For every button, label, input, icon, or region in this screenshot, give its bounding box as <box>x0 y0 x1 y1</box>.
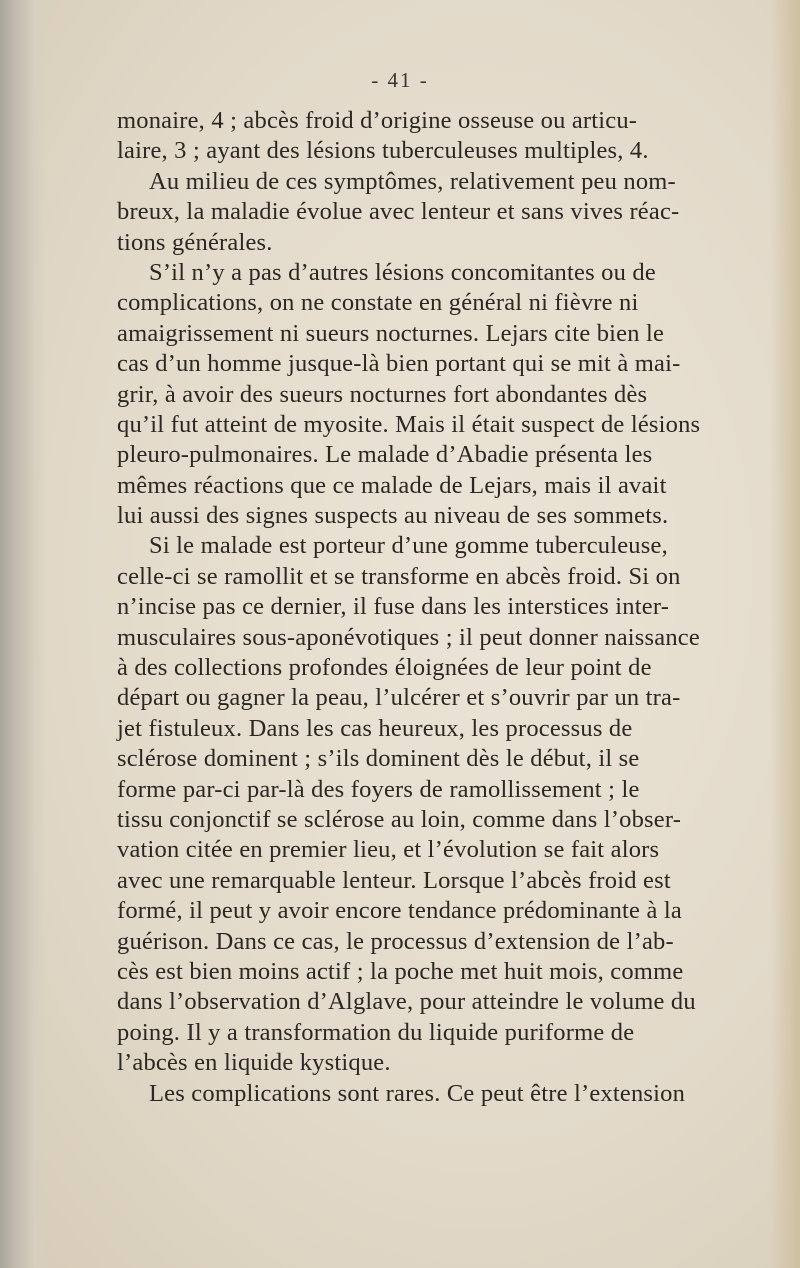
text-line: n’incise pas ce dernier, il fuse dans les interstices inter- <box>117 593 670 621</box>
text-line: mêmes réactions que ce malade de Lejars, mais il avait <box>117 471 667 499</box>
text-line: avec une remarquable lenteur. Lorsque l’abcès froid est <box>117 866 671 894</box>
text-line: monaire, 4 ; abcès froid d’origine osseuse ou articu- <box>117 107 638 134</box>
text-line: S’il n’y a pas d’autres lésions concomitantes ou de <box>149 258 656 286</box>
text-line: sclérose dominent ; s’ils dominent dès le début, il se <box>117 745 640 773</box>
text-line: cès est bien moins actif ; la poche met huit mois, comme <box>117 957 684 985</box>
text-line: poing. Il y a transformation du liquide puriforme de <box>117 1018 635 1046</box>
text-line: laire, 3 ; ayant des lésions tuberculeuses multiples, 4. <box>117 137 649 165</box>
text-line: guérison. Dans ce cas, le processus d’extension de l’ab- <box>117 927 674 955</box>
text-line: tions générales. <box>117 228 273 256</box>
text-line: vation citée en premier lieu, et l’évolution se fait alors <box>117 836 660 864</box>
text-line: l’abcès en liquide kystique. <box>117 1049 391 1077</box>
text-line: pleuro-pulmonaires. Le malade d’Abadie présenta les <box>117 441 653 469</box>
text-line: forme par-ci par-là des foyers de ramollissement ; le <box>117 775 640 803</box>
text-line: jet fistuleux. Dans les cas heureux, les processus de <box>117 714 633 742</box>
text-line: cas d’un homme jusque-là bien portant qui se mit à mai- <box>117 350 681 378</box>
text-line: tissu conjonctif se sclérose au loin, comme dans l’obser- <box>117 805 682 833</box>
text-line: dans l’observation d’Alglave, pour atteindre le volume du <box>117 988 696 1016</box>
text-line: formé, il peut y avoir encore tendance prédominante à la <box>117 897 682 925</box>
page-number: - 41 - <box>371 68 429 92</box>
text-line: complications, on ne constate en général ni fièvre ni <box>117 289 639 317</box>
text-line: Les complications sont rares. Ce peut être l’extension <box>149 1079 686 1107</box>
text-line: qu’il fut atteint de myosite. Mais il était suspect de lésions <box>117 410 701 438</box>
page-binding-shadow <box>0 0 46 1268</box>
text-line: amaigrissement ni sueurs nocturnes. Lejars cite bien le <box>117 319 665 347</box>
text-line: grir, à avoir des sueurs nocturnes fort abondantes dès <box>117 380 648 408</box>
text-line: breux, la maladie évolue avec lenteur et sans vives réac- <box>117 198 680 226</box>
text-line: Au milieu de ces symptômes, relativement peu nom- <box>149 167 676 195</box>
body-text <box>117 106 793 1109</box>
text-line: Si le malade est porteur d’une gomme tuberculeuse, <box>149 532 668 560</box>
text-line: à des collections profondes éloignées de leur point de <box>117 654 652 682</box>
text-line: lui aussi des signes suspects au niveau de ses sommets. <box>117 502 669 530</box>
text-line: musculaires sous-aponévotiques ; il peut donner naissance <box>117 623 700 651</box>
text-line: départ ou gagner la peau, l’ulcérer et s’ouvrir par un tra- <box>117 684 681 712</box>
text-line: celle-ci se ramollit et se transforme en abcès froid. Si on <box>117 562 681 590</box>
